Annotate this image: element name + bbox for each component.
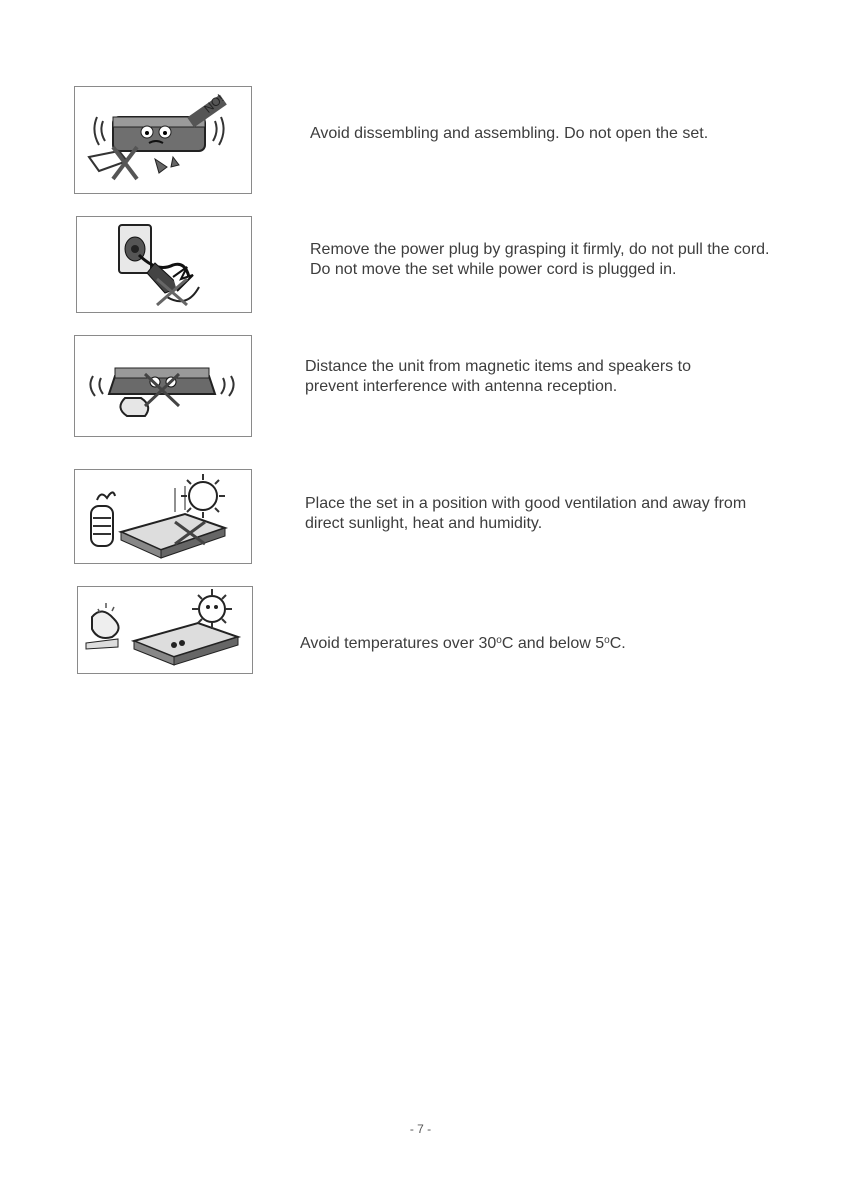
instruction-text-1: Avoid dissembling and assembling. Do not open the set. (310, 125, 709, 142)
instruction-illustration-2 (76, 216, 252, 313)
degree-sign-1: o (496, 635, 502, 646)
instruction-illustration-1 (74, 86, 252, 194)
temperature-middle: C and below 5 (501, 635, 605, 652)
temperature-prefix: Avoid temperatures over 30 (300, 635, 497, 652)
instruction-text-3: Distance the unit from magnetic items and speakers to prevent interference with antenna reception. (305, 358, 691, 395)
do-not-open-icon (75, 87, 251, 193)
instruction-text-4: Place the set in a position with good ventilation and away from direct sunlight, heat and humidity. (305, 495, 747, 532)
no-label: NO! (201, 91, 227, 116)
sunlight-heater-icon (75, 470, 251, 563)
temperature-sun-icon (78, 587, 252, 673)
instruction-illustration-5 (77, 586, 253, 674)
instruction-illustration-3 (74, 335, 252, 437)
magnet-icon (75, 336, 251, 436)
page-number: - 7 - (409, 1122, 432, 1136)
power-plug-icon (77, 217, 251, 312)
instruction-illustration-4 (74, 469, 252, 564)
temperature-suffix: C. (609, 635, 626, 652)
instruction-text-2: Remove the power plug by grasping it firmly, do not pull the cord. Do not move the set while power cord is plugged in. (310, 241, 770, 278)
degree-sign-2: o (604, 635, 610, 646)
instruction-text-5 (300, 631, 780, 654)
